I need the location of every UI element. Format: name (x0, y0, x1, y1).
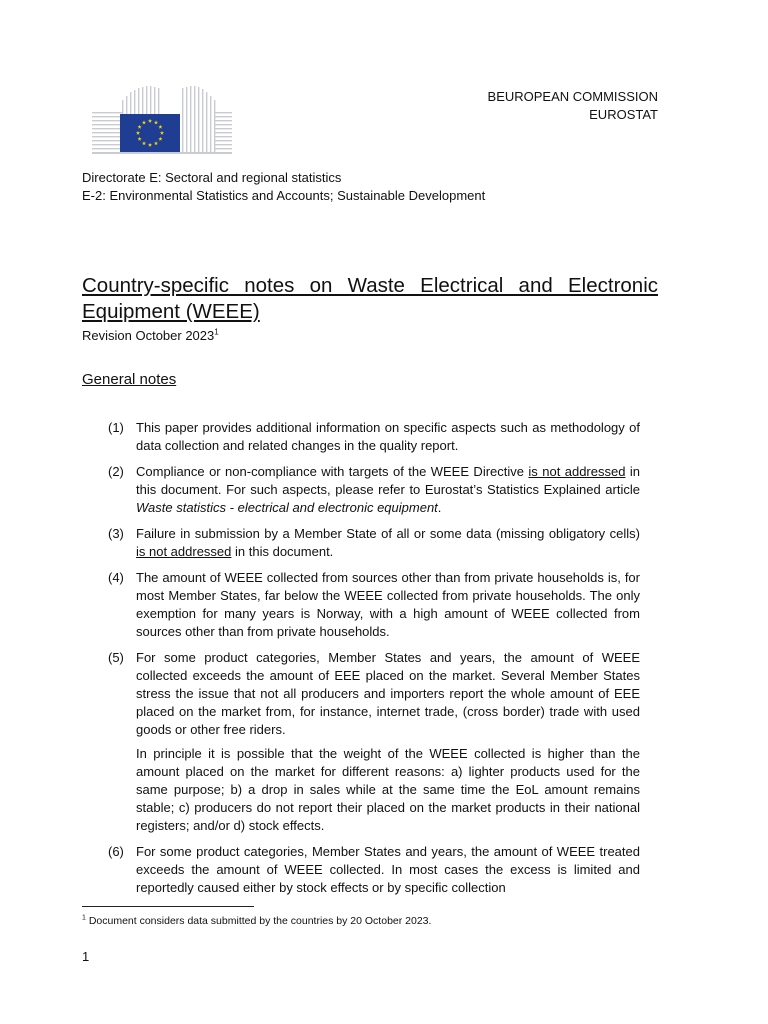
note-number: (2) (108, 464, 124, 479)
revision-line (82, 327, 219, 345)
list-item (108, 419, 640, 455)
note-text (136, 463, 640, 517)
note-text-part: in this document. For such aspects, please refer to Eurostat’s Statistics Explained article (136, 464, 640, 497)
document-title: Country-specific notes on Waste Electrical and Electronic Equipment (WEEE) (82, 274, 658, 323)
footnote-text: Document considers data submitted by the countries by 20 October 2023. (85, 915, 432, 927)
note-text: This paper provides additional information on specific aspects such as methodology of data collection and related changes in the quality report. (136, 420, 640, 453)
note-text: The amount of WEEE collected from sources other than from private households is, for most Member States, far below the WEEE collected from private households. The only exemption for many years is Norway, with a high amount of WEEE collected from sources other than from private households. (136, 570, 640, 639)
note-text-continued: In principle it is possible that the weight of the WEEE collected is higher than the amount placed on the market for different reasons: a) lighter products used for the same purpose; b) a drop in sales while at the same time the EoL amount remains stable; c) producers do not report their placed on the market products in their national registers; and/or d) stock effects. (136, 746, 640, 833)
note-underlined-text: is not addressed (136, 544, 232, 559)
note-number: (5) (108, 650, 124, 665)
list-item (108, 463, 640, 517)
organization-name (488, 88, 658, 124)
note-text-part: in this document. (231, 544, 334, 559)
note-text-part: . (437, 500, 442, 515)
section-heading: General notes (82, 371, 177, 388)
footnote-separator (82, 906, 254, 907)
note-text: For some product categories, Member States and years, the amount of WEEE collected exceeds the amount of EEE placed on the market. Several Member States stress the issue that not all producers and importers report the whole amount of EEE placed on the market from, for instance, internet trade, (cross border) trade with used goods or other free riders. (136, 650, 640, 737)
note-number: (1) (108, 420, 124, 435)
list-item (108, 569, 640, 641)
list-item (108, 525, 640, 561)
directorate-line-1: Directorate E: Sectoral and regional statistics (82, 170, 342, 185)
article-title-text: Waste statistics - electrical and electronic equipment (136, 500, 438, 515)
footnote (82, 914, 431, 928)
note-text-part: Failure in submission by a Member State of all or some data (missing obligatory cells) (136, 526, 640, 541)
note-number: (3) (108, 526, 124, 541)
org-line-1: BEUROPEAN COMMISSION (487, 89, 658, 104)
list-item (108, 843, 640, 897)
revision-footnote-mark: 1 (214, 327, 219, 337)
note-number: (4) (108, 570, 124, 585)
note-number: (6) (108, 844, 124, 859)
org-line-2: EUROSTAT (589, 107, 658, 122)
note-text: For some product categories, Member States and years, the amount of WEEE treated exceeds the amount of WEEE collected. In most cases the excess is limited and reportedly caused either by stock effects or by specific collection (136, 844, 640, 895)
list-item (108, 649, 640, 835)
notes-list (108, 419, 640, 905)
note-text (136, 525, 640, 561)
footnote-mark: 1 (82, 914, 86, 922)
revision-text: Revision October 2023 (82, 328, 215, 343)
page-number: 1 (82, 949, 90, 964)
note-underlined-text: is not addressed (528, 464, 626, 479)
note-text-part: Compliance or non-compliance with targets of the WEEE Directive (136, 464, 529, 479)
directorate-line-2: E-2: Environmental Statistics and Accounts; Sustainable Development (82, 188, 486, 203)
eu-commission-logo-icon (92, 86, 232, 154)
directorate-block (82, 169, 485, 205)
